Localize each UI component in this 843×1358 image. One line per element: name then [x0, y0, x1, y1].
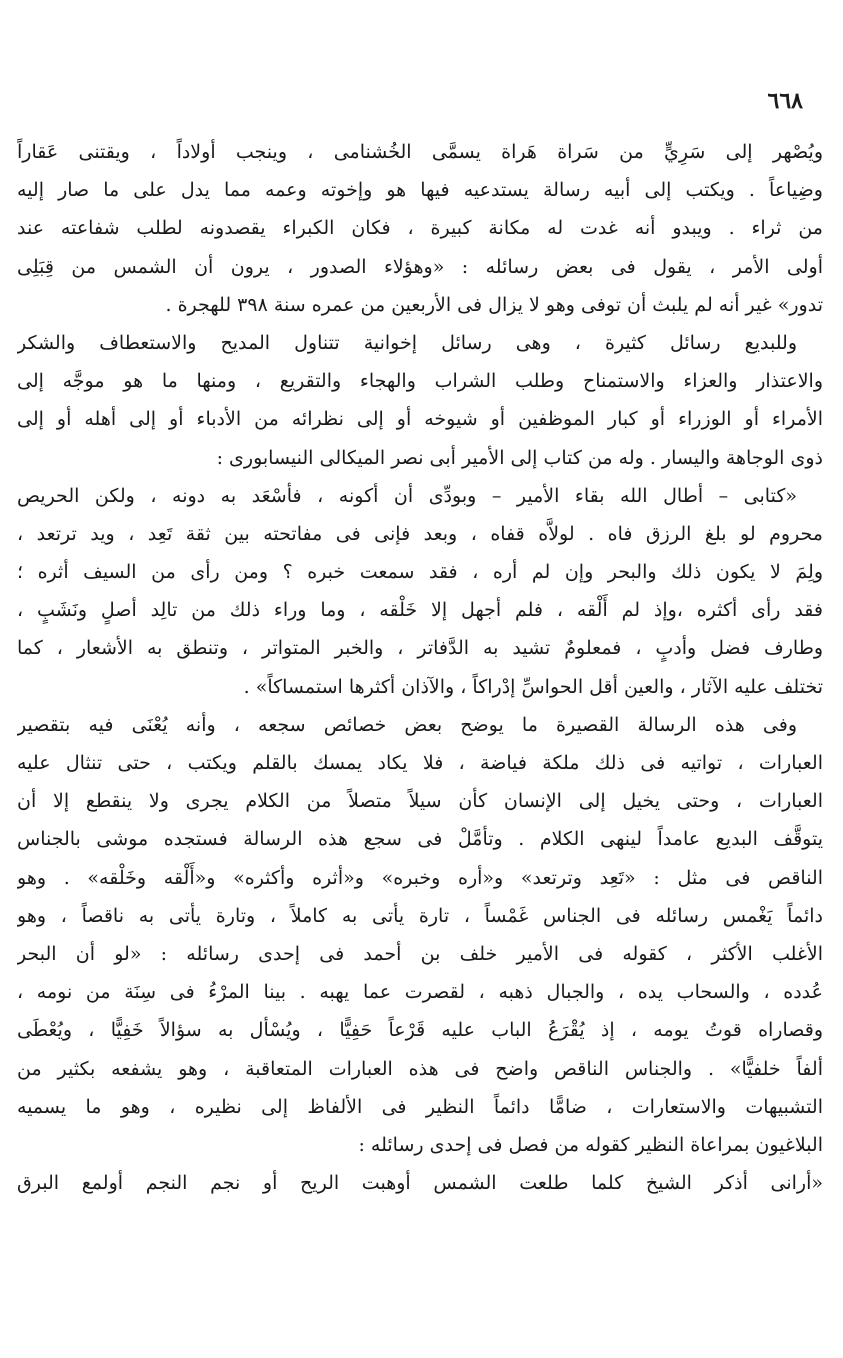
text-line: وفى هذه الرسالة القصيرة ما يوضح بعض خصائص سجعه ، وأنه يُعْنَى فيه بتقصير: [17, 713, 797, 736]
text-line: الناقص فى مثل : «تَعِد وترتعد» و«أره وخبره» و«أثره وأكثره» و«أَلْقه وخَلْقه» . وهو: [17, 866, 823, 889]
text-line: العبارات ، وحتى يخيل إلى الإنسان كأن سيلاً متصلاً من الكلام يجرى ولا ينقطع إلا أن: [17, 790, 823, 813]
text-line: من ثراء . ويبدو أنه غدت له مكانة كبيرة ، فكان الكبراء يقصدونه لطلب شفاعته عند: [17, 217, 823, 240]
text-line: البلاغيون بمراعاة النظير كقوله من فصل فى إحدى رسائله :: [358, 1133, 823, 1156]
page-number: ٦٦٨: [767, 88, 803, 114]
text-line: فقد رأى أكثره ،وإذ لم أَلْقه ، فلم أجهل إلا خَلْقه ، وما وراء ذلك من تالِد أصلٍ ونَشَبٍ ،: [17, 599, 823, 622]
text-line: «كتابى – أطال الله بقاء الأمير – وبودِّى أن أكونه ، فأسْعَد به دونه ، ولكن الحريص: [17, 484, 797, 507]
text-line: ولِمَ لا يكون ذلك والبحر وإن لم أره ، فقد سمعت خبره ؟ ومن رأى من السيف أثره ؛: [17, 561, 823, 584]
text-line: «أرانى أذكر الشيخ كلما طلعت الشمس أوهبت الريح أو نجم النجم أولمع البرق: [17, 1172, 823, 1195]
text-line: وطارف فضل وأدبٍ ، فمعلومٌ تشيد به الدَّفاتر ، والخبر المتواتر ، وتنطق به الأشعار ، كما: [17, 637, 823, 660]
text-line: تختلف عليه الآثار ، والعين أقل الحواسِّ إدْراكاً ، والآذان أكثرها استمساكاً» .: [243, 675, 823, 698]
text-line: وضِياعاً . ويكتب إلى أبيه رسالة يستدعيه فيها هو وإخوته وعمه مما يدل على ما صار إليه: [17, 179, 823, 202]
text-line: والاعتذار والعزاء والاستمناح وطلب الشراب والهجاء والتقريع ، ومنها ما هو موجَّه إلى: [17, 370, 823, 393]
text-line: وللبديع رسائل كثيرة ، وهى رسائل إخوانية تتناول المديح والاستعطاف والشكر: [17, 331, 797, 354]
text-line: يتوقَّف البديع عامداً لينهى الكلام . وتأمَّلْ فى سجع هذه الرسالة فستجده موشى بالجناس: [17, 828, 823, 851]
text-line: عُدده ، والسحاب يده ، والجبال ذهبه ، لقصرت عما يهبه . بينا المرْءُ فى سِنَة من نومه ،: [17, 981, 823, 1004]
text-line: الأغلب الأكثر ، كقوله فى الأمير خلف بن أحمد فى إحدى رسائله : «لو أن البحر: [17, 942, 823, 965]
text-line: أولى الأمر ، يقول فى بعض رسائله : «وهؤلاء الصدور ، يرون أن الشمس من قِبَلِى: [17, 255, 823, 278]
text-line: ألفاً خلفيًّا» . والجناس الناقص واضح فى هذه العبارات المتعاقبة ، وهو يشفعه بكثير من: [17, 1057, 823, 1080]
body-text: [17, 133, 823, 1202]
text-line: ويُصْهر إلى سَرِيٍّ من سَراة هَراة يسمَّى الخُشنامى ، وينجب أولاداً ، ويقتنى عَقاراً: [17, 141, 823, 163]
text-line: تدور» غير أنه لم يلبث أن توفى وهو لا يزال فى الأربعين من عمره سنة ٣٩٨ للهجرة .: [165, 293, 823, 316]
text-line: وقصاراه قوتُ يومه ، إذ يُقْرَعُ الباب عليه قَرْعاً حَفِيًّا ، ويُسْأل به سؤالاً خَفِيًّا ، ويُعْطَى: [17, 1019, 823, 1042]
text-line: دائماً يَغْمس رسائله فى الجناس غَمْساً ، تارة يأتى به كاملاً ، وتارة يأتى به ناقصاً ، وهو: [17, 904, 823, 927]
text-line: محروم لو بلغ الرزق فاه . لولاَّه قفاه ، وبعد فإنى فى مفاتحته بين ثقة تَعِد ، ويد ترتعد ،: [17, 522, 823, 545]
text-line: ذوى الوجاهة واليسار . وله من كتاب إلى الأمير أبى نصر الميكالى النيسابورى :: [216, 446, 823, 469]
text-line: العبارات ، تواتيه فى ذلك ملكة فياضة ، فلا يكاد يمسك بالقلم ويكتب ، حتى تنثال عليه: [17, 752, 823, 774]
text-line: التشبيهات والاستعارات ، ضامًّا دائماً النظير فى الألفاظ إلى نظيره ، وهو ما يسميه: [17, 1095, 823, 1118]
text-line: الأمراء أو الوزراء أو كبار الموظفين أو شيوخه أو إلى نظرائه من الأدباء أو إلى أهله أو إلى: [17, 408, 823, 431]
